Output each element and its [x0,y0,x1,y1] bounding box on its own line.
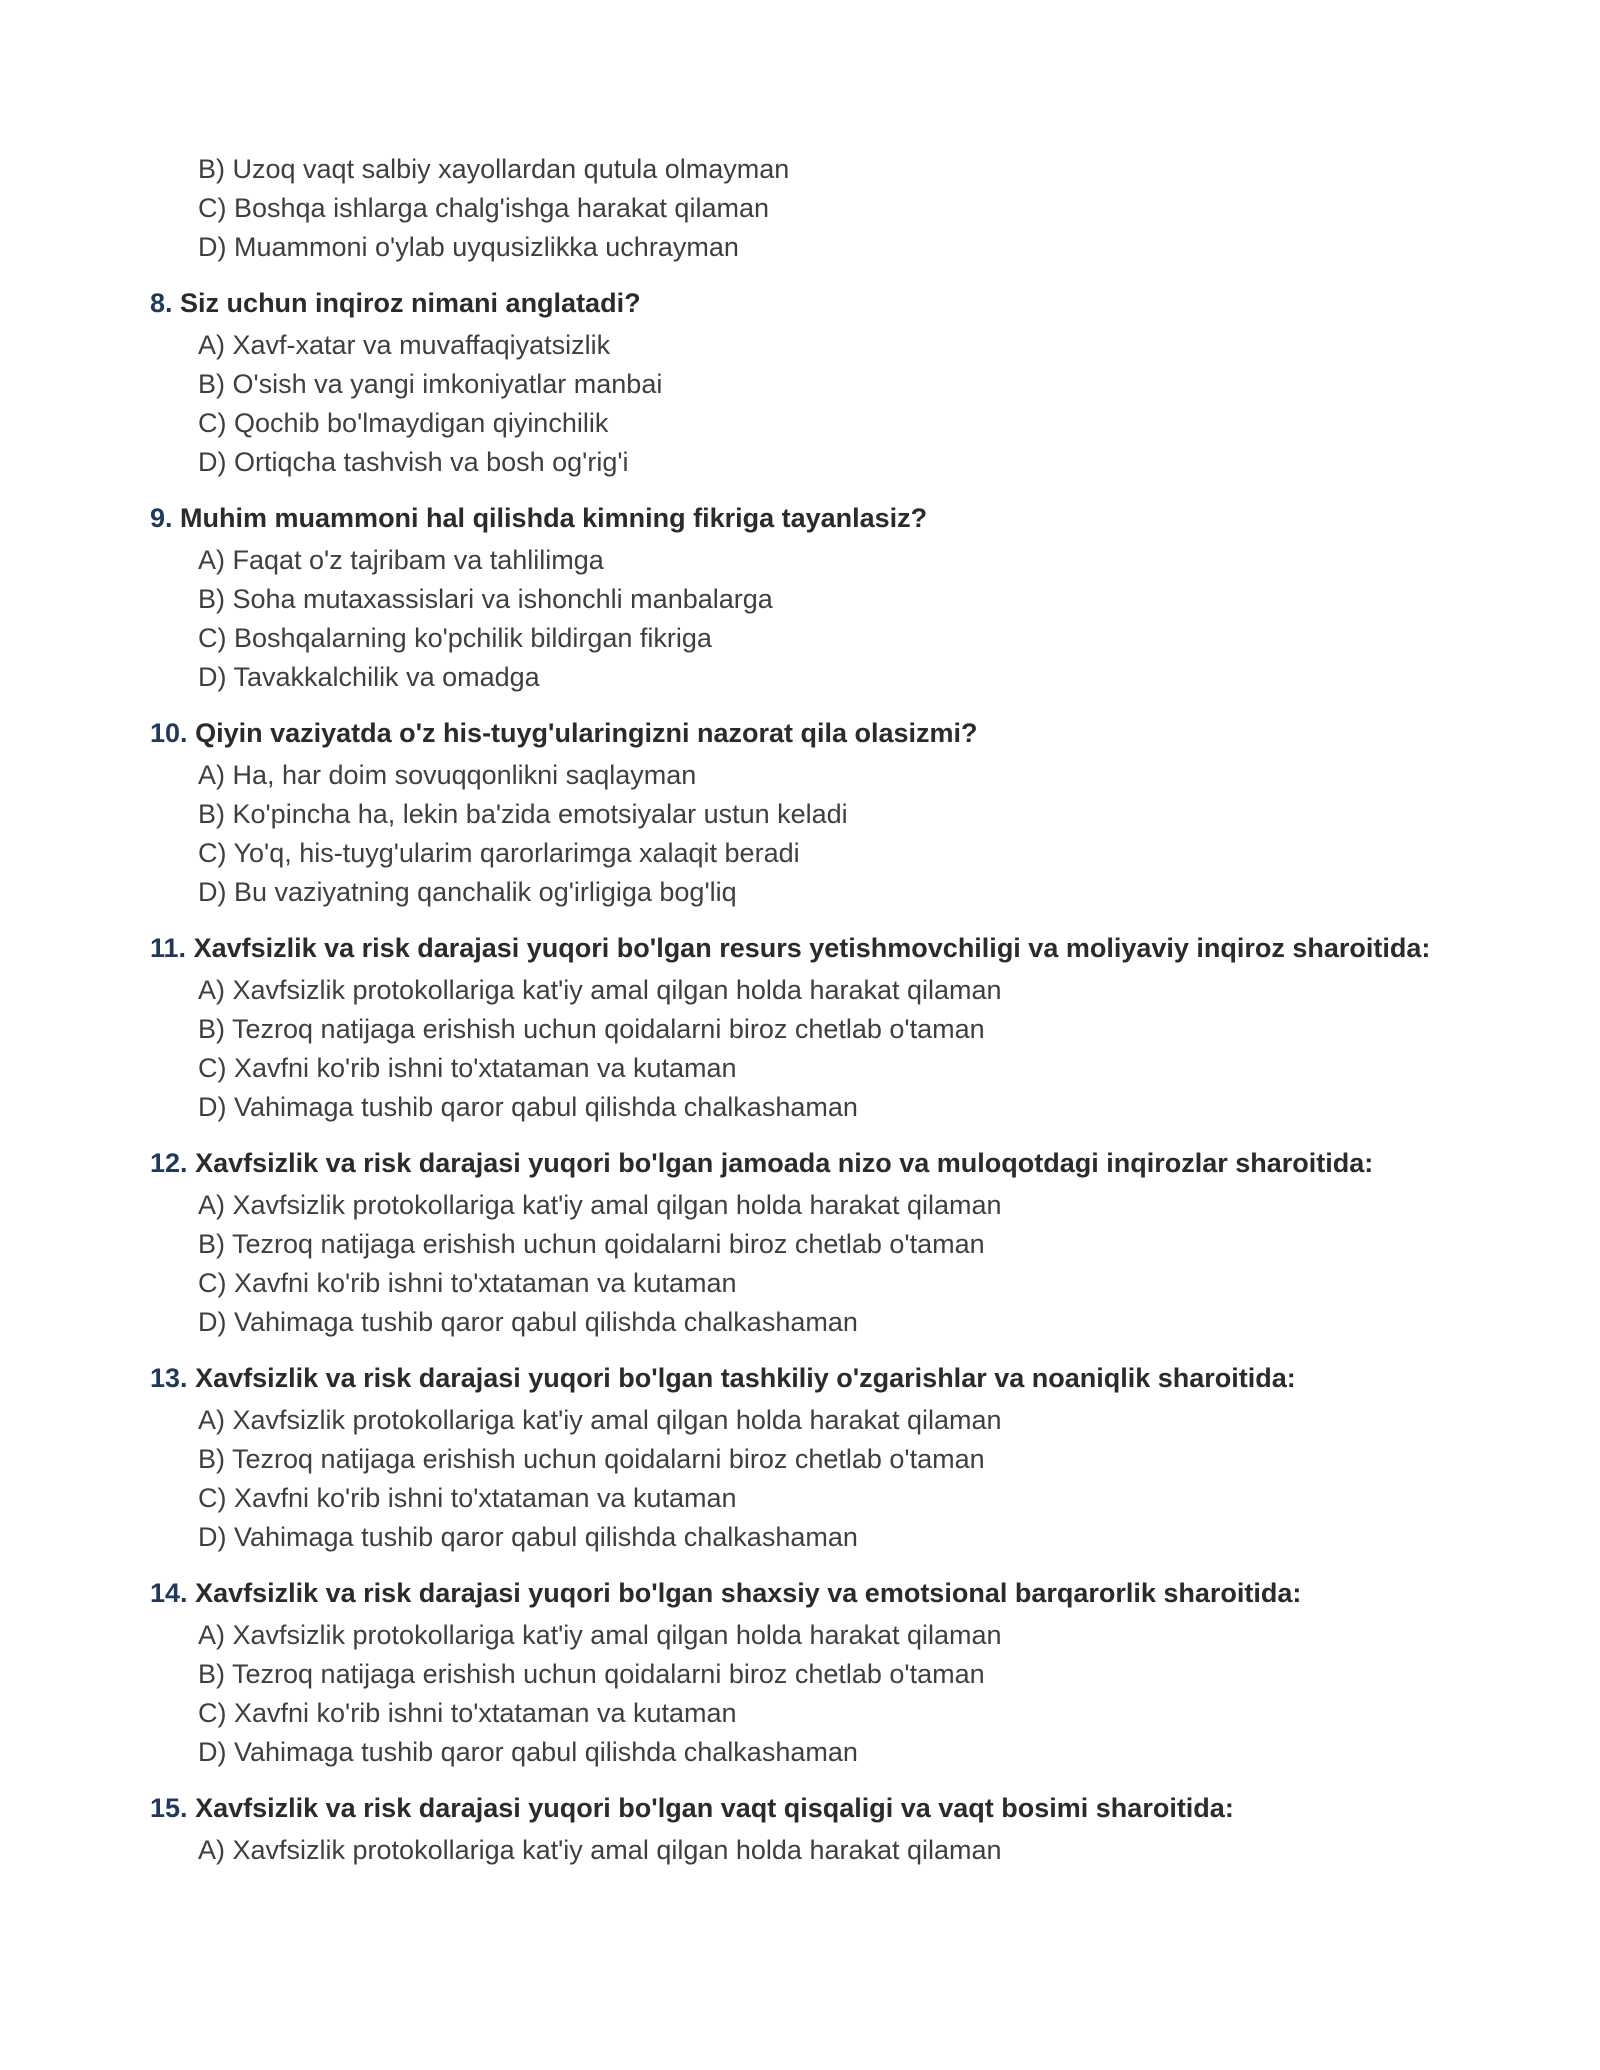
question-13 [150,1360,1450,1557]
question-text: Xavfsizlik va risk darajasi yuqori bo'lgan shaxsiy va emotsional barqarorlik sharoitida: [195,1578,1302,1608]
continued-options [150,150,1450,267]
option-item: A) Ha, har doim sovuqqonlikni saqlayman [198,760,697,790]
question-text: Xavfsizlik va risk darajasi yuqori bo'lgan tashkiliy o'zgarishlar va noaniqlik sharoitida: [195,1363,1296,1393]
option-item: D) Vahimaga tushib qaror qabul qilishda chalkashaman [198,1737,858,1767]
question-11 [150,930,1450,1127]
question-text: Siz uchun inqiroz nimani anglatadi? [180,288,641,318]
option-item: C) Boshqa ishlarga chalg'ishga harakat qilaman [198,193,769,223]
option-item: D) Bu vaziyatning qanchalik og'irligiga bog'liq [198,877,737,907]
question-text: Muhim muammoni hal qilishda kimning fikriga tayanlasiz? [180,503,928,533]
question-number: 12. [150,1148,188,1178]
question-title [150,1145,1450,1182]
option-item: C) Qochib bo'lmaydigan qiyinchilik [198,408,609,438]
option-item: C) Yo'q, his-tuyg'ularim qarorlarimga xalaqit beradi [198,838,800,868]
questionnaire-content [150,150,1450,1870]
option-item: C) Xavfni ko'rib ishni to'xtataman va kutaman [198,1483,737,1513]
option-item: A) Xavfsizlik protokollariga kat'iy amal qilgan holda harakat qilaman [198,1620,1002,1650]
answer-options [150,1186,1450,1342]
option-item: A) Xavfsizlik protokollariga kat'iy amal qilgan holda harakat qilaman [198,1190,1002,1220]
option-item: C) Xavfni ko'rib ishni to'xtataman va kutaman [198,1698,737,1728]
answer-options [150,756,1450,912]
answer-options [150,1831,1450,1870]
option-item: C) Xavfni ko'rib ishni to'xtataman va kutaman [198,1053,737,1083]
option-item: D) Vahimaga tushib qaror qabul qilishda chalkashaman [198,1522,858,1552]
answer-options [150,1616,1450,1772]
question-number: 8. [150,288,173,318]
question-title [150,1360,1450,1397]
option-item: B) Uzoq vaqt salbiy xayollardan qutula olmayman [198,154,790,184]
option-item: A) Xavfsizlik protokollariga kat'iy amal qilgan holda harakat qilaman [198,975,1002,1005]
question-title [150,1790,1450,1827]
option-item: C) Xavfni ko'rib ishni to'xtataman va kutaman [198,1268,737,1298]
option-item: D) Ortiqcha tashvish va bosh og'rig'i [198,447,629,477]
answer-options [150,541,1450,697]
option-item: A) Faqat o'z tajribam va tahlilimga [198,545,604,575]
answer-options [150,1401,1450,1557]
question-text: Xavfsizlik va risk darajasi yuqori bo'lgan jamoada nizo va muloqotdagi inqirozlar sharoitida: [195,1148,1374,1178]
question-14 [150,1575,1450,1772]
question-number: 11. [150,933,187,963]
question-number: 10. [150,718,188,748]
question-text: Qiyin vaziyatda o'z his-tuyg'ularingizni nazorat qila olasizmi? [195,718,978,748]
question-title [150,715,1450,752]
option-item: A) Xavfsizlik protokollariga kat'iy amal qilgan holda harakat qilaman [198,1835,1002,1865]
question-8 [150,285,1450,482]
question-title [150,500,1450,537]
option-item: A) Xavf-xatar va muvaffaqiyatsizlik [198,330,611,360]
question-title [150,285,1450,322]
question-number: 9. [150,503,173,533]
option-item: B) Tezroq natijaga erishish uchun qoidalarni biroz chetlab o'taman [198,1014,985,1044]
option-item: D) Vahimaga tushib qaror qabul qilishda chalkashaman [198,1307,858,1337]
question-number: 14. [150,1578,188,1608]
option-item: D) Tavakkalchilik va omadga [198,662,540,692]
question-title [150,930,1450,967]
answer-options [150,971,1450,1127]
answer-options [150,326,1450,482]
option-item: B) Ko'pincha ha, lekin ba'zida emotsiyalar ustun keladi [198,799,848,829]
option-item: B) Tezroq natijaga erishish uchun qoidalarni biroz chetlab o'taman [198,1659,985,1689]
question-15 [150,1790,1450,1870]
question-number: 15. [150,1793,188,1823]
option-item: B) O'sish va yangi imkoniyatlar manbai [198,369,663,399]
option-item: D) Muammoni o'ylab uyqusizlikka uchrayman [198,232,739,262]
option-item: C) Boshqalarning ko'pchilik bildirgan fikriga [198,623,712,653]
question-text: Xavfsizlik va risk darajasi yuqori bo'lgan resurs yetishmovchiligi va moliyaviy inqiroz sharoitida: [193,933,1431,963]
question-title [150,1575,1450,1612]
option-item: B) Soha mutaxassislari va ishonchli manbalarga [198,584,773,614]
option-item: B) Tezroq natijaga erishish uchun qoidalarni biroz chetlab o'taman [198,1229,985,1259]
question-9 [150,500,1450,697]
question-12 [150,1145,1450,1342]
option-item: B) Tezroq natijaga erishish uchun qoidalarni biroz chetlab o'taman [198,1444,985,1474]
question-text: Xavfsizlik va risk darajasi yuqori bo'lgan vaqt qisqaligi va vaqt bosimi sharoitida: [195,1793,1234,1823]
question-number: 13. [150,1363,188,1393]
option-item: D) Vahimaga tushib qaror qabul qilishda chalkashaman [198,1092,858,1122]
question-10 [150,715,1450,912]
option-item: A) Xavfsizlik protokollariga kat'iy amal qilgan holda harakat qilaman [198,1405,1002,1435]
